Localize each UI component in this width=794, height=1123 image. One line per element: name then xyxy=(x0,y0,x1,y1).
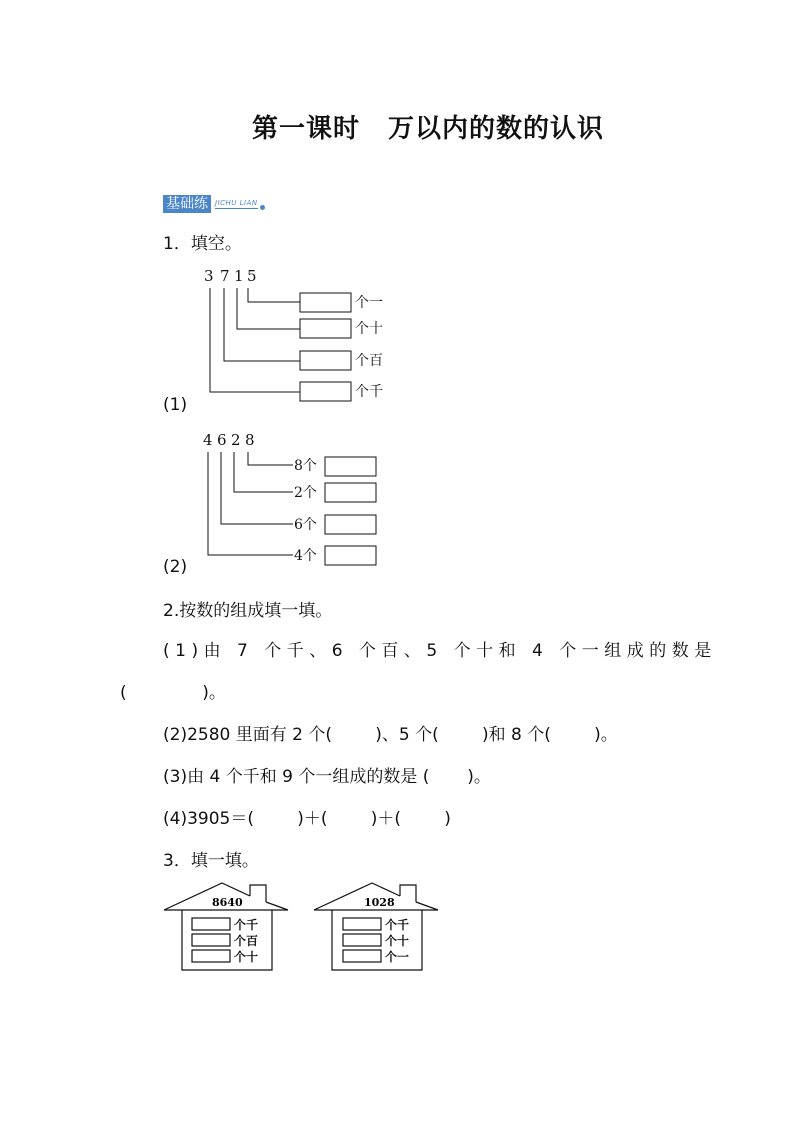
answer-box[interactable] xyxy=(325,546,376,565)
unit-label: 个千 xyxy=(355,384,383,400)
q2-item2[interactable]: (2)2580 里面有 2 个( )、5 个( )和 8 个( )。 xyxy=(163,725,618,745)
q2-item4[interactable]: (4)3905＝( )＋( )＋( ) xyxy=(163,809,451,829)
answer-box[interactable] xyxy=(300,382,351,401)
house-8640 xyxy=(162,880,294,974)
q1-sub1-label: (1) xyxy=(163,395,188,415)
unit-label: 个一 xyxy=(355,295,383,311)
digit: 5 xyxy=(247,267,257,285)
q1-heading: 1．填空。 xyxy=(163,234,242,254)
answer-box[interactable] xyxy=(192,918,230,930)
unit-label: 个十 xyxy=(355,321,383,337)
unit-label: 个百 xyxy=(355,353,383,369)
answer-box[interactable] xyxy=(325,483,376,502)
q1-diagram-2 xyxy=(160,428,400,578)
q1-diagram-1 xyxy=(160,262,400,422)
page-title xyxy=(0,108,794,145)
unit-label: 个千 xyxy=(385,918,410,932)
answer-box[interactable] xyxy=(192,934,230,946)
q2-item3[interactable]: (3)由 4 个千和 9 个一组成的数是 ( )。 xyxy=(163,767,491,787)
count-label: 4个 xyxy=(294,548,317,564)
answer-box[interactable] xyxy=(300,319,351,338)
digit: 6 xyxy=(217,431,227,449)
unit-label: 个千 xyxy=(234,918,259,932)
digit: 1 xyxy=(234,267,244,285)
unit-label: 个十 xyxy=(385,934,410,948)
q1-sub2-label: (2) xyxy=(163,557,188,577)
title-topic: 万以内的数的认识 xyxy=(388,114,605,144)
q2-heading: 2.按数的组成填一填。 xyxy=(163,601,333,621)
house-number: 8640 xyxy=(212,896,243,909)
badge-pinyin: JICHU LIAN xyxy=(215,199,258,207)
q3-heading: 3．填一填。 xyxy=(163,851,259,871)
count-label: 2个 xyxy=(294,485,317,501)
q2-item1-line2[interactable]: ( )。 xyxy=(120,683,226,703)
house-1028 xyxy=(312,880,444,974)
answer-box[interactable] xyxy=(325,515,376,534)
answer-box[interactable] xyxy=(343,934,381,946)
answer-box[interactable] xyxy=(300,351,351,370)
title-lesson: 第一课时 xyxy=(251,114,360,144)
badge-dot-icon xyxy=(260,205,265,210)
digit: 7 xyxy=(220,267,230,285)
answer-box[interactable] xyxy=(192,950,230,962)
section-badge xyxy=(163,195,265,213)
digit: 8 xyxy=(245,431,255,449)
answer-box[interactable] xyxy=(325,457,376,476)
count-label: 6个 xyxy=(294,517,317,533)
digit: 4 xyxy=(203,431,213,449)
count-label: 8个 xyxy=(294,458,317,474)
answer-box[interactable] xyxy=(343,918,381,930)
house-number: 1028 xyxy=(364,896,395,909)
answer-box[interactable] xyxy=(300,293,351,312)
unit-label: 个十 xyxy=(234,950,259,964)
unit-label: 个百 xyxy=(234,934,259,948)
q2-item1-line1: (1)由 7 个千、6 个百、5 个十和 4 个一组成的数是 xyxy=(163,641,717,661)
digit: 2 xyxy=(231,431,241,449)
answer-box[interactable] xyxy=(343,950,381,962)
unit-label: 个一 xyxy=(385,950,410,964)
digit: 3 xyxy=(204,267,214,285)
badge-label: 基础练 xyxy=(163,195,211,213)
